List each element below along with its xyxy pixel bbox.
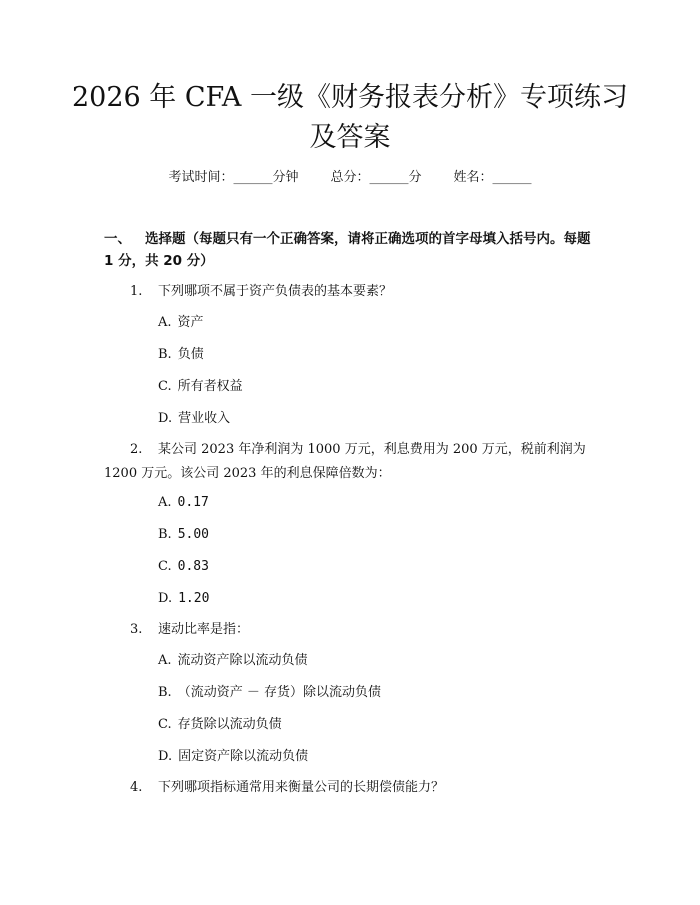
option-letter: D. bbox=[158, 591, 173, 606]
total-score-label: 总分： bbox=[330, 170, 370, 185]
option-text: 0.83 bbox=[177, 559, 209, 574]
exam-info-line bbox=[0, 168, 700, 188]
total-score-unit: 分 bbox=[408, 170, 422, 185]
option-letter: C. bbox=[158, 717, 172, 732]
exam-time-unit: 分钟 bbox=[272, 170, 299, 185]
option-text: 负债 bbox=[177, 347, 204, 362]
question-2-option-b bbox=[158, 525, 209, 545]
option-letter: C. bbox=[158, 559, 172, 574]
question-1 bbox=[130, 280, 392, 304]
question-3-option-a bbox=[158, 651, 308, 671]
question-text: 速动比率是指： bbox=[158, 622, 250, 637]
option-letter: A. bbox=[158, 495, 172, 510]
option-letter: D. bbox=[158, 411, 173, 426]
question-1-option-a bbox=[158, 313, 204, 333]
question-2-option-c bbox=[158, 557, 209, 577]
question-4 bbox=[130, 776, 444, 800]
option-text: 固定资产除以流动负债 bbox=[178, 749, 309, 764]
exam-time-blank: ______ bbox=[233, 170, 273, 185]
question-text: 下列哪项不属于资产负债表的基本要素？ bbox=[158, 284, 393, 299]
option-letter: B. bbox=[158, 347, 172, 362]
question-3 bbox=[130, 618, 249, 642]
option-letter: D. bbox=[158, 749, 173, 764]
question-2 bbox=[130, 438, 586, 462]
question-3-option-c bbox=[158, 715, 282, 735]
option-letter: B. bbox=[158, 685, 172, 700]
option-text: 资产 bbox=[177, 315, 204, 330]
question-number: 3. bbox=[130, 622, 143, 637]
section-heading bbox=[104, 228, 604, 272]
option-letter: A. bbox=[158, 653, 172, 668]
option-text: 存货除以流动负债 bbox=[177, 717, 282, 732]
question-number: 1. bbox=[130, 284, 143, 299]
question-1-option-b bbox=[158, 345, 204, 365]
question-2-option-a bbox=[158, 493, 209, 513]
question-text: 下列哪项指标通常用来衡量公司的长期偿债能力？ bbox=[158, 780, 445, 795]
question-1-option-c bbox=[158, 377, 243, 397]
exam-time-label: 考试时间： bbox=[168, 170, 234, 185]
total-score-blank: ______ bbox=[369, 170, 409, 185]
exam-time-field bbox=[168, 170, 298, 185]
question-1-option-d bbox=[158, 409, 230, 429]
question-text-continued: 1200 万元。该公司 2023 年的利息保障倍数为： bbox=[104, 466, 391, 481]
document-title: 2026 年 CFA 一级《财务报表分析》专项练习及答案 bbox=[71, 82, 628, 153]
option-letter: A. bbox=[158, 315, 172, 330]
option-text: 营业收入 bbox=[178, 411, 231, 426]
option-text: 流动资产除以流动负债 bbox=[177, 653, 308, 668]
question-2-continuation bbox=[104, 462, 391, 486]
option-letter: C. bbox=[158, 379, 172, 394]
total-score-field bbox=[330, 170, 421, 185]
question-number: 2. bbox=[130, 442, 143, 457]
question-3-option-d bbox=[158, 747, 308, 767]
question-2-option-d bbox=[158, 589, 209, 609]
question-text: 某公司 2023 年净利润为 1000 万元，利息费用为 200 万元，税前利润为 bbox=[158, 442, 586, 457]
option-text: 5.00 bbox=[177, 527, 209, 542]
question-3-option-b bbox=[158, 683, 381, 703]
name-label: 姓名： bbox=[453, 170, 493, 185]
question-number: 4. bbox=[130, 780, 143, 795]
name-blank: ______ bbox=[492, 170, 532, 185]
option-text: 所有者权益 bbox=[177, 379, 243, 394]
option-text: 1.20 bbox=[178, 591, 210, 606]
option-text: （流动资产 － 存货）除以流动负债 bbox=[177, 685, 381, 700]
option-letter: B. bbox=[158, 527, 172, 542]
section-number: 一、 bbox=[104, 231, 131, 247]
name-field bbox=[454, 170, 532, 185]
option-text: 0.17 bbox=[177, 495, 209, 510]
section-instructions: 选择题（每题只有一个正确答案，请将正确选项的首字母填入括号内。每题 1 分，共 20 分） bbox=[104, 231, 591, 269]
